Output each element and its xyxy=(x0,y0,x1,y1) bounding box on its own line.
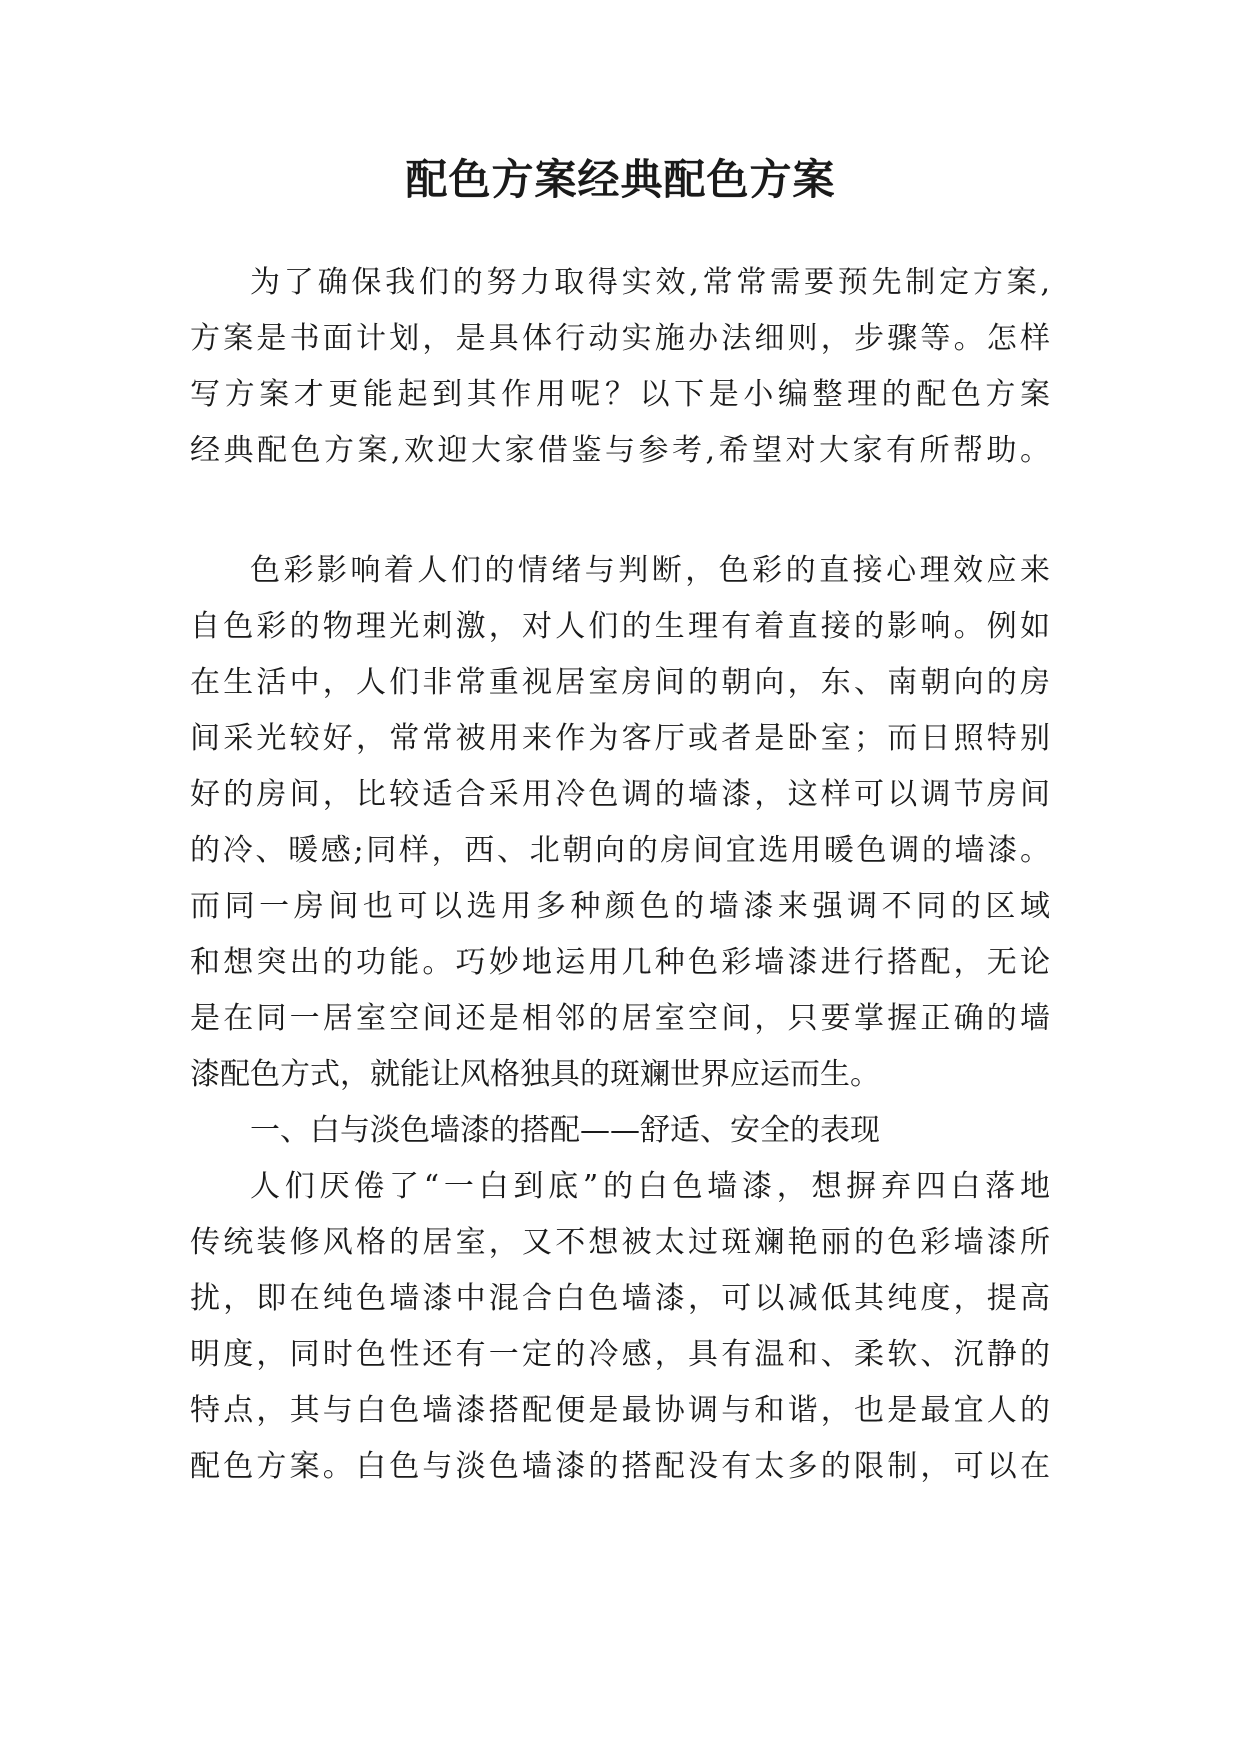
document-title: 配色方案经典配色方案 xyxy=(405,155,836,204)
paragraph-line: 而同一房间也可以选用多种颜色的墙漆来强调不同的区域 xyxy=(190,889,1050,924)
paragraph-line: 方案是书面计划，是具体行动实施办法细则，步骤等。怎样 xyxy=(190,321,1050,356)
paragraph-line: 特点，其与白色墙漆搭配便是最协调与和谐，也是最宜人的 xyxy=(190,1393,1050,1428)
paragraph-line: 自色彩的物理光刺激，对人们的生理有着直接的影响。例如 xyxy=(190,609,1050,644)
paragraph-line: 色彩影响着人们的情绪与判断，色彩的直接心理效应来 xyxy=(250,553,1050,588)
paragraph-line: 扰，即在纯色墙漆中混合白色墙漆，可以减低其纯度，提高 xyxy=(190,1281,1050,1316)
paragraph-line: 传统装修风格的居室，又不想被太过斑斓艳丽的色彩墙漆所 xyxy=(190,1225,1050,1260)
paragraph-line: 写方案才更能起到其作用呢？以下是小编整理的配色方案 xyxy=(190,377,1050,412)
section-heading: 一、白与淡色墙漆的搭配——舒适、安全的表现 xyxy=(250,1113,880,1148)
paragraph-line: 是在同一居室空间还是相邻的居室空间，只要掌握正确的墙 xyxy=(190,1001,1050,1036)
paragraph-line: 在生活中，人们非常重视居室房间的朝向，东、南朝向的房 xyxy=(190,665,1050,700)
paragraph-line: 经典配色方案,欢迎大家借鉴与参考,希望对大家有所帮助。 xyxy=(190,433,1050,468)
paragraph-line: 好的房间，比较适合采用冷色调的墙漆，这样可以调节房间 xyxy=(190,777,1050,812)
paragraph-line: 和想突出的功能。巧妙地运用几种色彩墙漆进行搭配，无论 xyxy=(190,945,1050,980)
paragraph-line: 为了确保我们的努力取得实效,常常需要预先制定方案, xyxy=(250,265,1050,300)
paragraph-line: 配色方案。白色与淡色墙漆的搭配没有太多的限制，可以在 xyxy=(190,1449,1050,1484)
paragraph-line: 间采光较好，常常被用来作为客厅或者是卧室；而日照特别 xyxy=(190,721,1050,756)
paragraph-line: 明度，同时色性还有一定的冷感，具有温和、柔软、沉静的 xyxy=(190,1337,1050,1372)
paragraph-line: 人们厌倦了“一白到底”的白色墙漆，想摒弃四白落地 xyxy=(250,1169,1050,1204)
paragraph-line: 漆配色方式，就能让风格独具的斑斓世界应运而生。 xyxy=(190,1057,880,1092)
paragraph-line: 的冷、暖感;同样，西、北朝向的房间宜选用暖色调的墙漆。 xyxy=(190,833,1050,868)
